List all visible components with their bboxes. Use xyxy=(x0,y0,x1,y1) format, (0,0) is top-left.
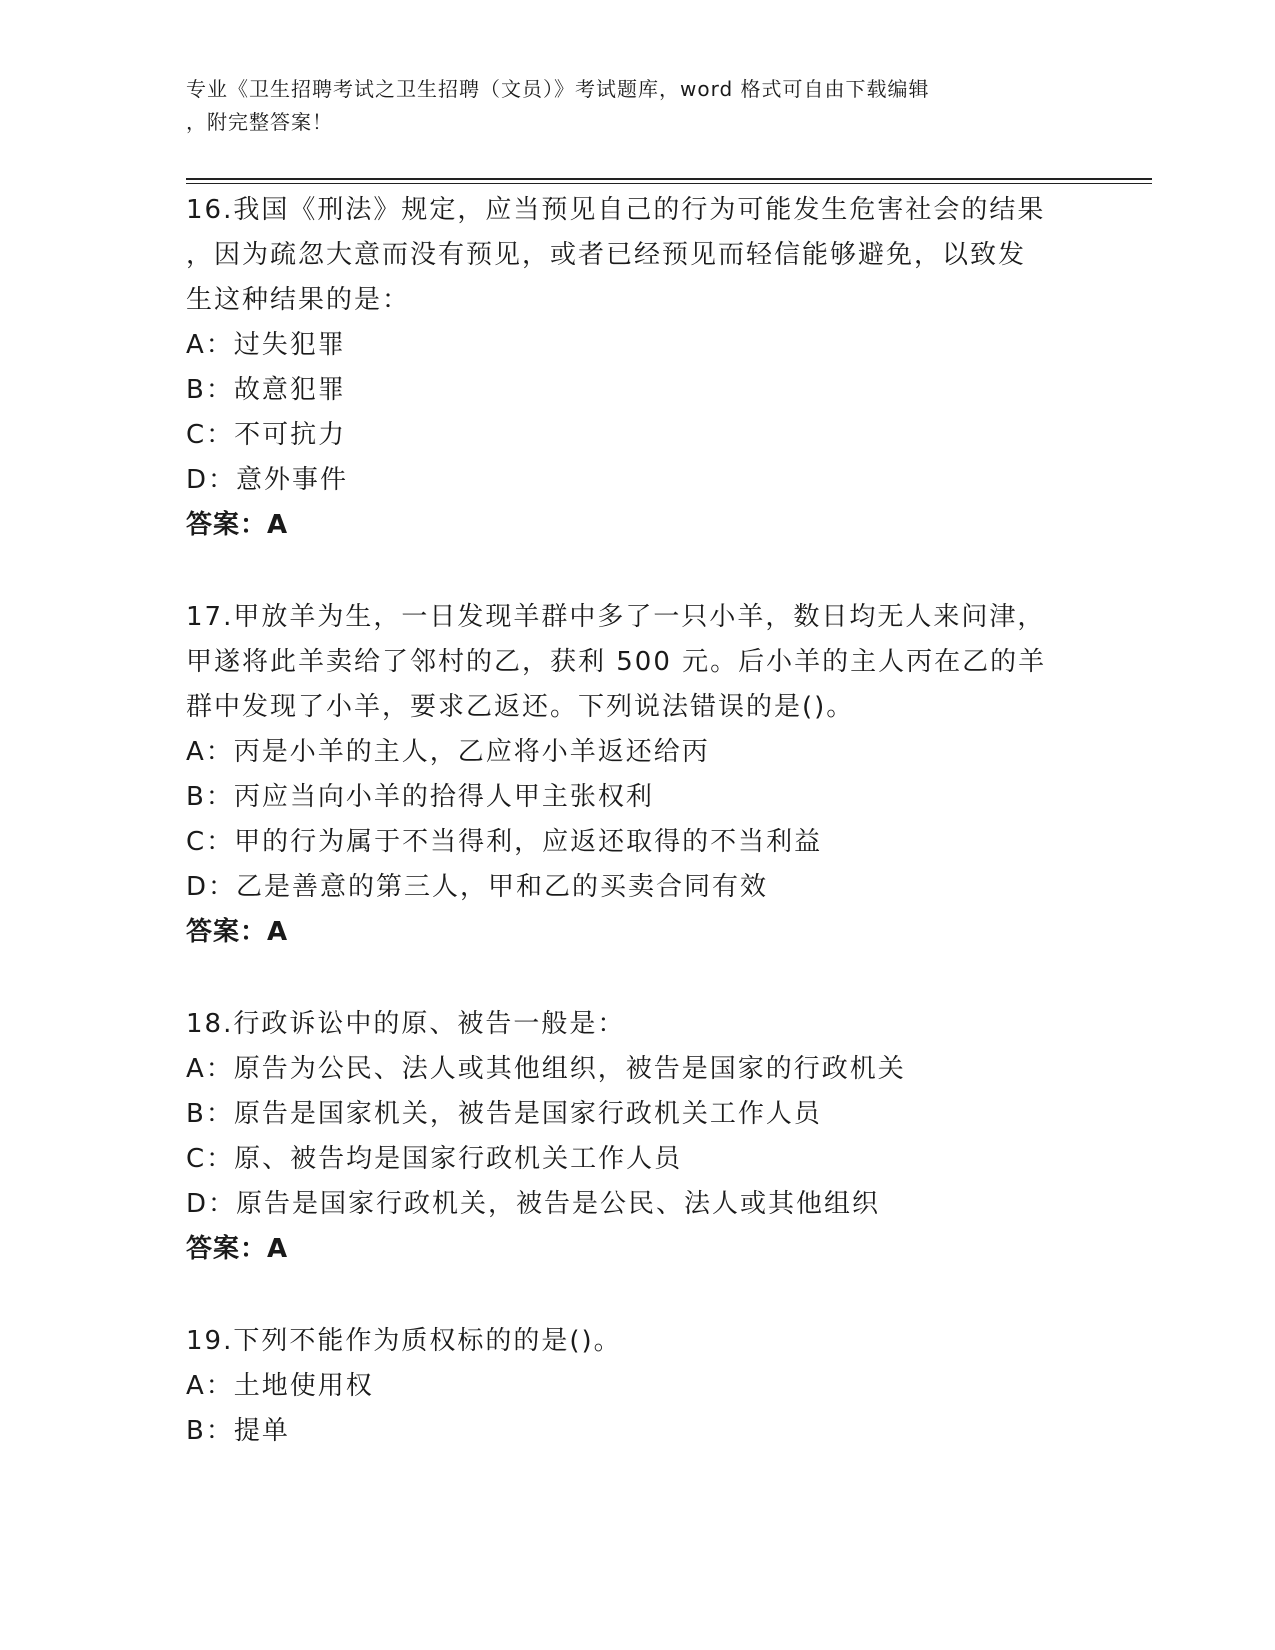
question-19 xyxy=(186,1319,1146,1454)
option-a: A：丙是小羊的主人，乙应将小羊返还给丙 xyxy=(186,737,710,767)
header-line: 专业《卫生招聘考试之卫生招聘（文员）》考试题库，word 格式可自由下载编辑 xyxy=(186,77,930,101)
question-text: 甲遂将此羊卖给了邻村的乙，获利 500 元。后小羊的主人丙在乙的羊 xyxy=(186,647,1047,677)
question-17 xyxy=(186,595,1146,955)
question-16 xyxy=(186,188,1146,548)
header-divider xyxy=(186,183,1152,184)
option-d: D：乙是善意的第三人，甲和乙的买卖合同有效 xyxy=(186,872,769,902)
option-a: A：过失犯罪 xyxy=(186,330,346,360)
document-header xyxy=(186,73,1066,139)
option-c: C：甲的行为属于不当得利，应返还取得的不当利益 xyxy=(186,827,823,857)
header-line: ，附完整答案！ xyxy=(186,110,333,134)
question-text: 19.下列不能作为质权标的的是()。 xyxy=(186,1326,622,1356)
option-c: C：不可抗力 xyxy=(186,420,347,450)
option-b: B：提单 xyxy=(186,1416,290,1446)
option-b: B：丙应当向小羊的拾得人甲主张权利 xyxy=(186,782,654,812)
option-d: D：原告是国家行政机关，被告是公民、法人或其他组织 xyxy=(186,1189,881,1219)
option-d: D：意外事件 xyxy=(186,465,349,495)
question-18 xyxy=(186,1002,1146,1272)
question-text: 生这种结果的是： xyxy=(186,285,411,315)
option-c: C：原、被告均是国家行政机关工作人员 xyxy=(186,1144,683,1174)
question-text: ，因为疏忽大意而没有预见，或者已经预见而轻信能够避免，以致发 xyxy=(186,240,1027,270)
answer: 答案：A xyxy=(186,1234,289,1264)
question-text: 16.我国《刑法》规定，应当预见自己的行为可能发生危害社会的结果 xyxy=(186,195,1046,225)
option-b: B：原告是国家机关，被告是国家行政机关工作人员 xyxy=(186,1099,822,1129)
option-a: A：原告为公民、法人或其他组织，被告是国家的行政机关 xyxy=(186,1054,906,1084)
header-divider xyxy=(186,178,1152,180)
answer: 答案：A xyxy=(186,510,289,540)
question-text: 18.行政诉讼中的原、被告一般是： xyxy=(186,1009,626,1039)
question-text: 群中发现了小羊，要求乙返还。下列说法错误的是()。 xyxy=(186,692,855,722)
question-list xyxy=(186,188,1146,1454)
question-text: 17.甲放羊为生，一日发现羊群中多了一只小羊，数日均无人来问津， xyxy=(186,602,1046,632)
option-b: B：故意犯罪 xyxy=(186,375,346,405)
answer: 答案：A xyxy=(186,917,289,947)
option-a: A：土地使用权 xyxy=(186,1371,374,1401)
